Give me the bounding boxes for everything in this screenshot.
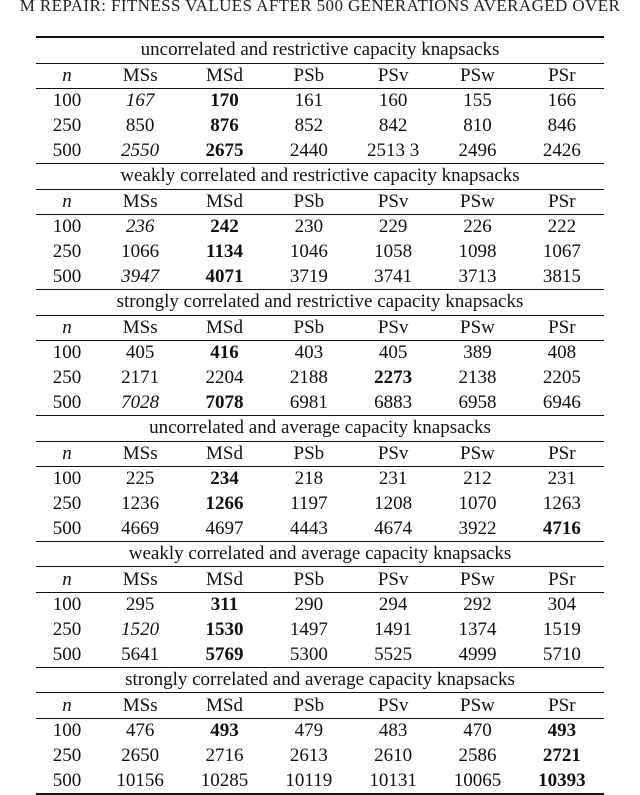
value-cell: 1491 (374, 618, 413, 640)
value-cell: 292 (435, 593, 519, 618)
value-cell: 155 (435, 89, 519, 114)
value-cell: 1046 (289, 241, 328, 263)
column-header-psr: PSr (520, 63, 604, 89)
size-cell: 250 (52, 367, 82, 389)
value-cell: 2188 (289, 367, 328, 389)
fitness-results-table (36, 36, 604, 795)
value-cell: 4669 (121, 517, 160, 539)
column-header-psv: PSv (351, 693, 435, 719)
value-cell: 2426 (542, 139, 581, 161)
value-cell: 403 (267, 341, 351, 366)
column-header-mss: MSs (98, 567, 182, 593)
column-header-msd: MSd (182, 693, 266, 719)
value-cell: 4443 (289, 517, 328, 539)
size-cell: 500 (52, 517, 82, 539)
value-cell: 290 (267, 593, 351, 618)
table-row (36, 593, 604, 618)
column-header-psw: PSw (435, 567, 519, 593)
column-header-n: n (36, 63, 98, 89)
value-cell: 166 (520, 89, 604, 114)
size-cell: 250 (52, 744, 82, 766)
value-cell: 2610 (374, 744, 413, 766)
value-cell: 2440 (289, 139, 328, 161)
value-cell: 4716 (542, 517, 581, 539)
value-cell: 294 (351, 593, 435, 618)
size-cell: 250 (52, 241, 82, 263)
value-cell: 876 (210, 115, 239, 137)
table-row (36, 240, 604, 265)
value-cell: 1374 (458, 618, 497, 640)
size-cell: 100 (36, 467, 98, 492)
value-cell: 2613 (289, 744, 328, 766)
value-cell: 4071 (205, 265, 244, 287)
size-cell: 100 (36, 593, 98, 618)
value-cell: 476 (98, 719, 182, 744)
value-cell: 416 (182, 341, 266, 366)
section-title: weakly correlated and average capacity knapsacks (36, 541, 604, 567)
value-cell: 1530 (205, 618, 244, 640)
value-cell: 4697 (205, 517, 244, 539)
value-cell: 5300 (289, 643, 328, 665)
column-header-psb: PSb (267, 567, 351, 593)
value-cell: 1197 (290, 492, 328, 514)
value-cell: 160 (351, 89, 435, 114)
size-cell: 250 (52, 492, 82, 514)
column-header-msd: MSd (182, 567, 266, 593)
column-header-psv: PSv (351, 315, 435, 341)
value-cell: 3815 (542, 265, 581, 287)
column-header-mss: MSs (98, 693, 182, 719)
value-cell: 4999 (458, 643, 497, 665)
value-cell: 6981 (289, 391, 328, 413)
column-header-n: n (36, 441, 98, 467)
value-cell: 229 (351, 215, 435, 240)
value-cell: 1058 (374, 241, 413, 263)
value-cell: 4674 (374, 517, 413, 539)
value-cell: 2716 (205, 744, 244, 766)
value-cell: 234 (182, 467, 266, 492)
column-header-row (36, 693, 604, 719)
value-cell: 1067 (542, 241, 581, 263)
value-cell: 3922 (458, 517, 497, 539)
value-cell: 2650 (121, 744, 160, 766)
value-cell: 2205 (542, 367, 581, 389)
value-cell: 846 (547, 115, 577, 137)
value-cell: 405 (98, 341, 182, 366)
value-cell: 5710 (542, 643, 581, 665)
value-cell: 2138 (458, 367, 497, 389)
value-cell: 5641 (121, 643, 160, 665)
table-row (36, 138, 604, 163)
value-cell: 3947 (121, 265, 160, 287)
column-header-n: n (36, 567, 98, 593)
size-cell: 100 (36, 341, 98, 366)
size-cell: 250 (52, 618, 82, 640)
column-header-mss: MSs (98, 441, 182, 467)
section-title-row (36, 541, 604, 567)
size-cell: 100 (36, 719, 98, 744)
value-cell: 242 (182, 215, 266, 240)
value-cell: 304 (520, 593, 604, 618)
value-cell: 1236 (121, 492, 160, 514)
column-header-row (36, 63, 604, 89)
value-cell: 2513 3 (367, 139, 420, 161)
table-row (36, 516, 604, 541)
size-cell: 500 (36, 768, 98, 794)
value-cell: 170 (182, 89, 266, 114)
value-cell: 7028 (121, 391, 160, 413)
table-row (36, 768, 604, 794)
value-cell: 1134 (206, 241, 243, 263)
section-title: weakly correlated and restrictive capacity knapsacks (36, 163, 604, 189)
value-cell: 161 (267, 89, 351, 114)
value-cell: 295 (98, 593, 182, 618)
column-header-psr: PSr (520, 441, 604, 467)
value-cell: 311 (182, 593, 266, 618)
value-cell: 3741 (374, 265, 413, 287)
column-header-row (36, 567, 604, 593)
value-cell: 2721 (542, 744, 581, 766)
value-cell: 2273 (374, 367, 413, 389)
table-row (36, 719, 604, 744)
value-cell: 231 (520, 467, 604, 492)
size-cell: 500 (52, 139, 82, 161)
table-row (36, 642, 604, 667)
column-header-psr: PSr (520, 567, 604, 593)
value-cell: 230 (267, 215, 351, 240)
value-cell: 1208 (374, 492, 413, 514)
table-row (36, 618, 604, 643)
table-row (36, 264, 604, 289)
section-title-row (36, 37, 604, 63)
column-header-psb: PSb (267, 189, 351, 215)
section-title: uncorrelated and average capacity knapsacks (36, 415, 604, 441)
value-cell: 479 (267, 719, 351, 744)
value-cell: 10156 (98, 768, 182, 794)
value-cell: 10119 (267, 768, 351, 794)
column-header-psb: PSb (267, 441, 351, 467)
value-cell: 1098 (458, 241, 497, 263)
table-row (36, 114, 604, 139)
column-header-psv: PSv (351, 189, 435, 215)
section-title-row (36, 667, 604, 693)
value-cell: 222 (520, 215, 604, 240)
column-header-mss: MSs (98, 63, 182, 89)
value-cell: 6883 (374, 391, 413, 413)
column-header-n: n (36, 189, 98, 215)
value-cell: 1066 (121, 241, 160, 263)
value-cell: 842 (378, 115, 408, 137)
size-cell: 500 (52, 643, 82, 665)
value-cell: 2204 (205, 367, 244, 389)
table-row (36, 89, 604, 114)
value-cell: 3719 (289, 265, 328, 287)
section-title-row (36, 163, 604, 189)
column-header-row (36, 189, 604, 215)
column-header-psv: PSv (351, 567, 435, 593)
value-cell: 405 (351, 341, 435, 366)
column-header-psb: PSb (267, 63, 351, 89)
value-cell: 5525 (374, 643, 413, 665)
column-header-row (36, 441, 604, 467)
column-header-row (36, 315, 604, 341)
value-cell: 2550 (121, 139, 160, 161)
column-header-psv: PSv (351, 441, 435, 467)
column-header-n: n (36, 315, 98, 341)
value-cell: 1519 (542, 618, 581, 640)
size-cell: 100 (36, 215, 98, 240)
section-title: uncorrelated and restrictive capacity knapsacks (36, 37, 604, 63)
value-cell: 7078 (205, 391, 244, 413)
column-header-psw: PSw (435, 315, 519, 341)
column-header-psw: PSw (435, 189, 519, 215)
table-row (36, 390, 604, 415)
section-title-row (36, 415, 604, 441)
column-header-n: n (36, 693, 98, 719)
value-cell: 10131 (351, 768, 435, 794)
value-cell: 1497 (289, 618, 328, 640)
section-title: strongly correlated and average capacity knapsacks (36, 667, 604, 693)
size-cell: 100 (36, 89, 98, 114)
column-header-msd: MSd (182, 315, 266, 341)
column-header-psr: PSr (520, 189, 604, 215)
column-header-psw: PSw (435, 63, 519, 89)
size-cell: 500 (52, 265, 82, 287)
value-cell: 10285 (182, 768, 266, 794)
value-cell: 6946 (542, 391, 581, 413)
value-cell: 167 (98, 89, 182, 114)
value-cell: 231 (351, 467, 435, 492)
value-cell: 470 (435, 719, 519, 744)
column-header-psw: PSw (435, 693, 519, 719)
column-header-psb: PSb (267, 693, 351, 719)
table-row (36, 341, 604, 366)
table-row (36, 215, 604, 240)
value-cell: 225 (98, 467, 182, 492)
section-title-row (36, 289, 604, 315)
column-header-psv: PSv (351, 63, 435, 89)
value-cell: 212 (435, 467, 519, 492)
value-cell: 2496 (458, 139, 497, 161)
column-header-mss: MSs (98, 189, 182, 215)
value-cell: 852 (294, 115, 324, 137)
column-header-psb: PSb (267, 315, 351, 341)
size-cell: 250 (52, 115, 82, 137)
value-cell: 493 (520, 719, 604, 744)
value-cell: 1070 (458, 492, 497, 514)
value-cell: 2675 (205, 139, 244, 161)
column-header-mss: MSs (98, 315, 182, 341)
table-row (36, 744, 604, 769)
column-header-msd: MSd (182, 441, 266, 467)
value-cell: 850 (125, 115, 155, 137)
size-cell: 500 (52, 391, 82, 413)
section-title: strongly correlated and restrictive capacity knapsacks (36, 289, 604, 315)
value-cell: 493 (182, 719, 266, 744)
value-cell: 226 (435, 215, 519, 240)
column-header-msd: MSd (182, 189, 266, 215)
value-cell: 1263 (542, 492, 581, 514)
value-cell: 408 (520, 341, 604, 366)
value-cell: 2171 (121, 367, 160, 389)
value-cell: 810 (463, 115, 492, 137)
value-cell: 236 (98, 215, 182, 240)
column-header-psr: PSr (520, 693, 604, 719)
value-cell: 1520 (121, 618, 160, 640)
column-header-psr: PSr (520, 315, 604, 341)
value-cell: 2586 (458, 744, 497, 766)
column-header-msd: MSd (182, 63, 266, 89)
value-cell: 1266 (205, 492, 244, 514)
value-cell: 6958 (458, 391, 497, 413)
table-caption: M REPAIR: FITNESS VALUES AFTER 500 GENERATIONS AVERAGED OVER (19, 0, 621, 15)
column-header-psw: PSw (435, 441, 519, 467)
value-cell: 10393 (520, 768, 604, 794)
value-cell: 389 (435, 341, 519, 366)
table-row (36, 492, 604, 517)
table-body (36, 37, 604, 794)
value-cell: 5769 (205, 643, 244, 665)
table-row (36, 366, 604, 391)
value-cell: 10065 (435, 768, 519, 794)
value-cell: 3713 (458, 265, 497, 287)
value-cell: 218 (267, 467, 351, 492)
table-row (36, 467, 604, 492)
value-cell: 483 (351, 719, 435, 744)
